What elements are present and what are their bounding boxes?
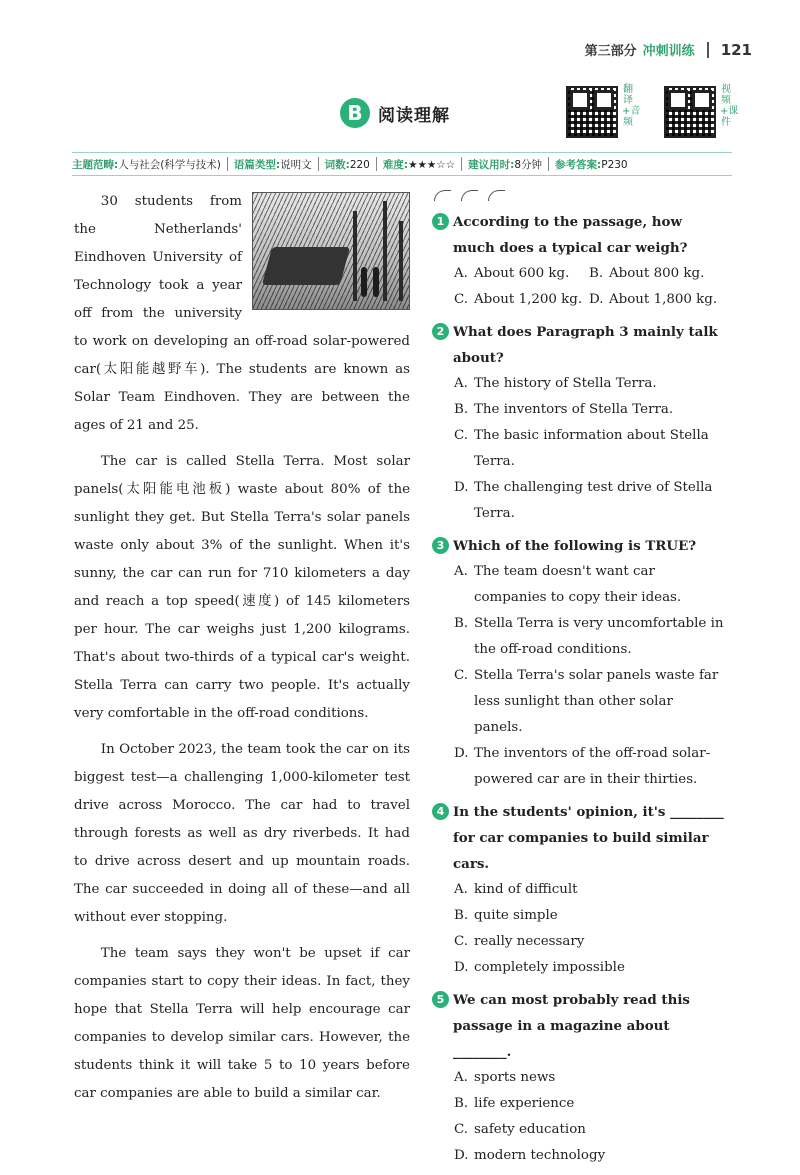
option-b[interactable]: B. quite simple <box>454 908 558 923</box>
qr-code-video[interactable] <box>664 86 716 138</box>
option-c[interactable]: C. safety education <box>454 1122 586 1137</box>
option-a[interactable]: A. kind of difficult <box>454 882 578 897</box>
section-title <box>340 98 450 128</box>
question-2 <box>432 319 724 527</box>
subsection-label: 冲刺训练 <box>642 44 695 59</box>
meta-time: 建议用时:8分钟 <box>468 158 543 171</box>
option-c[interactable]: C. really necessary <box>454 934 585 949</box>
page-number: 121 <box>720 40 752 59</box>
option-a[interactable]: A. The team doesn't want car companies to copy their ideas. <box>454 564 682 605</box>
question-stem: What does Paragraph 3 mainly talk about? <box>453 324 718 366</box>
option-b[interactable]: B. About 800 kg. <box>589 266 705 281</box>
question-number-badge: 2 <box>432 323 449 340</box>
solar-car-illustration <box>252 192 410 310</box>
question-5 <box>432 987 724 1169</box>
question-stem: In the students' opinion, it's ________ for car companies to build similar cars. <box>453 804 724 872</box>
paragraph-3: In October 2023, the team took the car on its biggest test—a challenging 1,000-kilometer test drive across Morocco. The car had to travel through forests as well as dry riverbeds. It had to drive across desert and up mountain roads. The car succeeded in doing all of these—and all without ever stopping. <box>74 742 410 925</box>
option-b[interactable]: B. life experience <box>454 1096 575 1111</box>
section-label: 第三部分 <box>584 44 637 59</box>
option-c[interactable]: C. The basic information about Stella Terra. <box>454 428 709 469</box>
question-stem: We can most probably read this passage in a magazine about ________. <box>453 992 690 1060</box>
option-c[interactable]: C. About 1,200 kg. <box>454 292 583 307</box>
page-header <box>585 40 752 59</box>
option-b[interactable]: B. Stella Terra is very uncomfortable in the off-road conditions. <box>454 616 724 657</box>
meta-type: 语篇类型:说明文 <box>233 158 312 171</box>
question-number-badge: 1 <box>432 213 449 230</box>
section-badge: B <box>340 98 370 128</box>
meta-word-count: 词数:220 <box>324 158 370 171</box>
header-divider <box>707 42 709 58</box>
option-a[interactable]: A. About 600 kg. <box>454 266 570 281</box>
passage-info-bar <box>72 152 732 176</box>
question-4 <box>432 799 724 981</box>
paragraph-2: The car is called Stella Terra. Most solar panels(太阳能电池板) waste about 80% of the sunlight they get. But Stella Terra's solar panels waste only about 3% of the sunlight. When it's sunny, the car can run for 710 kilometers a day and reach a top speed(速度) of 145 kilometers per hour. The car weighs just 1,200 kilograms. That's about two-thirds of a typical car's weight. Stella Terra can carry two people. It's actually very comfortable in the off-road conditions. <box>74 454 410 721</box>
qr-label-video: 视频+课件 <box>720 84 739 128</box>
option-c[interactable]: C. Stella Terra's solar panels waste far less sunlight than other solar panels. <box>454 668 719 735</box>
qr-label-translation: 翻译+音频 <box>622 84 641 128</box>
reading-passage <box>74 188 410 1108</box>
option-d[interactable]: D. The challenging test drive of Stella Terra. <box>454 480 713 521</box>
question-stem: Which of the following is TRUE? <box>453 538 697 554</box>
meta-difficulty: 难度:★★★☆☆ <box>382 158 456 171</box>
question-number-badge: 4 <box>432 803 449 820</box>
meta-answer: 参考答案:P230 <box>555 158 628 171</box>
option-d[interactable]: D. About 1,800 kg. <box>589 292 718 307</box>
question-1 <box>432 209 724 313</box>
option-a[interactable]: A. sports news <box>454 1070 556 1085</box>
option-b[interactable]: B. The inventors of Stella Terra. <box>454 402 674 417</box>
question-number-badge: 3 <box>432 537 449 554</box>
option-d[interactable]: D. completely impossible <box>454 960 625 975</box>
option-a[interactable]: A. The history of Stella Terra. <box>454 376 657 391</box>
option-d[interactable]: D. The inventors of the off-road solar-powered car are in their thirties. <box>454 746 711 787</box>
section-title-text: 阅读理解 <box>378 105 450 126</box>
question-list <box>432 190 724 1175</box>
paragraph-4: The team says they won't be upset if car companies start to copy their ideas. In fact, they hope that Stella Terra will help encourage car companies to develop similar cars. However, the students think it will take 5 to 10 years before car companies are able to build a similar car. <box>74 946 410 1101</box>
qr-code-translation[interactable] <box>566 86 618 138</box>
question-3 <box>432 533 724 793</box>
paragraph-1: 30 students from the Netherlands' Eindhoven University of Technology took a year off from the university to work on developing an off-road solar-powered car(太阳能越野车). The students are known as Solar Team Eindhoven. They are between the ages of 21 and 25. <box>74 194 410 433</box>
question-number-badge: 5 <box>432 991 449 1008</box>
circle-marks <box>434 190 724 201</box>
meta-topic: 主题范畴:人与社会(科学与技术) <box>72 158 221 171</box>
question-stem: According to the passage, how much does a typical car weigh? <box>453 214 688 256</box>
option-d[interactable]: D. modern technology <box>454 1148 606 1163</box>
